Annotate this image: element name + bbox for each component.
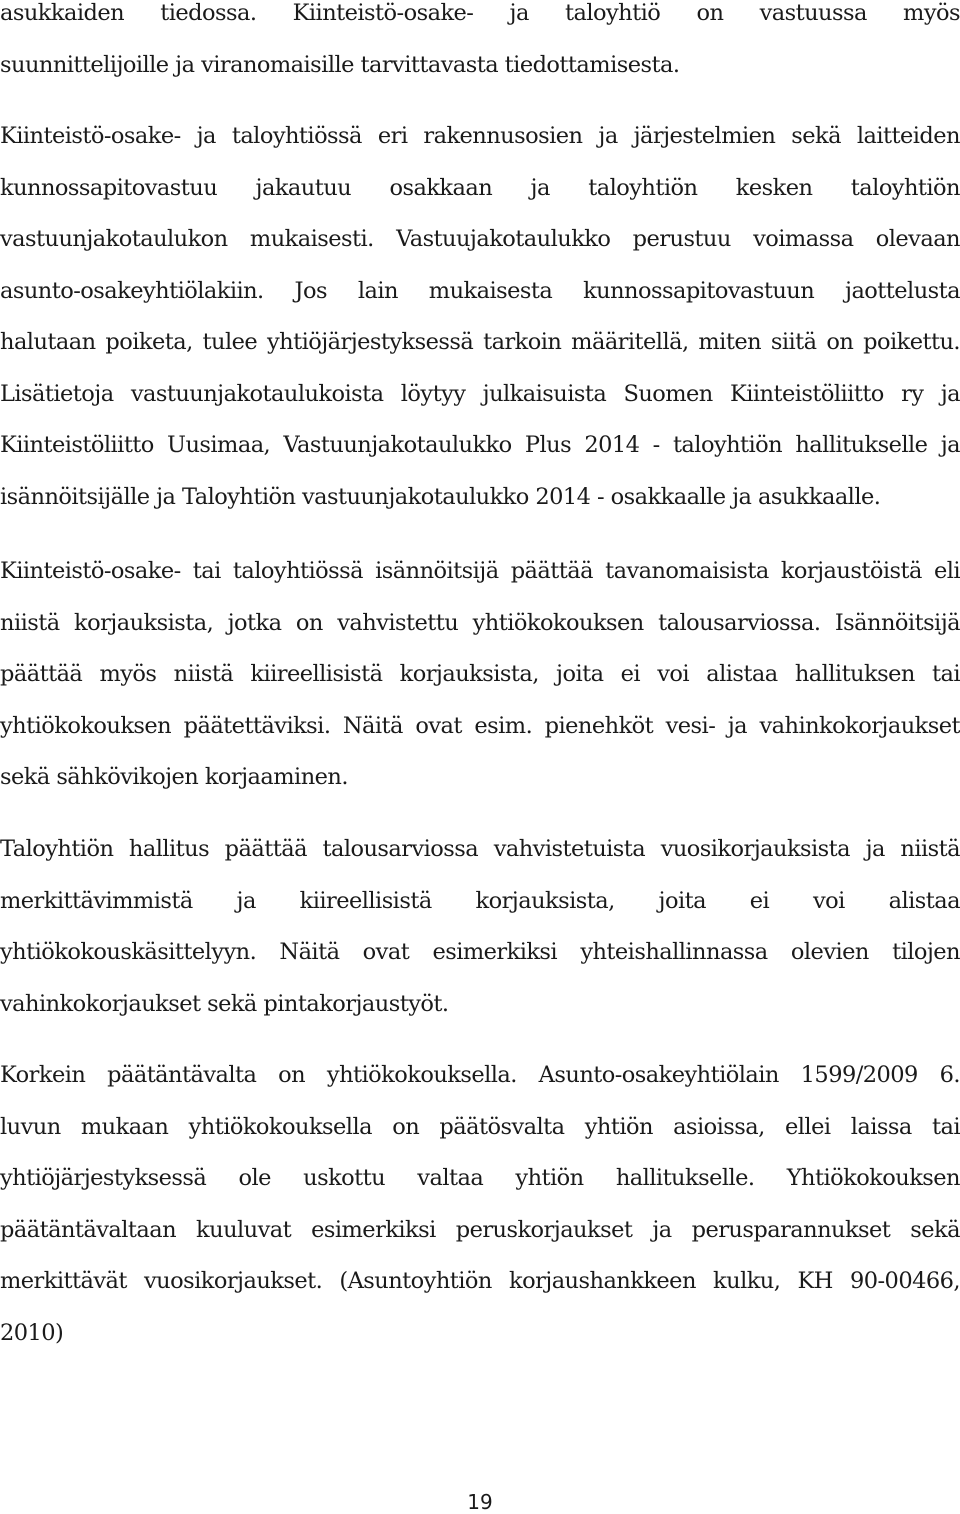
text-line: 2010) [0,1319,64,1346]
text-line: Kiinteistö-osake- ja taloyhtiössä eri rakennusosien ja järjestelmien sekä laitteiden [0,123,960,149]
text-line: päättää myös niistä kiireellisistä korjauksista, joita ei voi alistaa hallituksen tai [0,661,960,687]
text-line: Korkein päätäntävalta on yhtiökokouksella. Asunto-osakeyhtiölain 1599/2009 6. [0,1062,960,1088]
paragraph-1 [0,0,960,91]
text-line: suunnittelijoille ja viranomaisille tarvittavasta tiedottamisesta. [0,51,680,78]
paragraph-3 [0,546,960,804]
text-line: isännöitsijälle ja Taloyhtiön vastuunjakotaulukko 2014 - osakkaalle ja asukkaalle. [0,483,881,510]
text-line: Taloyhtiön hallitus päättää talousarviossa vahvistetuista vuosikorjauksista ja niistä [0,836,960,862]
text-line: kunnossapitovastuu jakautuu osakkaan ja taloyhtiön kesken taloyhtiön [0,174,960,201]
text-line: luvun mukaan yhtiökokouksella on päätösvalta yhtiön asioissa, ellei laissa tai [0,1113,960,1140]
text-line: vastuunjakotaulukon mukaisesti. Vastuujakotaulukko perustuu voimassa olevaan [0,226,960,252]
text-line: yhtiökokouskäsittelyyn. Näitä ovat esimerkiksi yhteishallinnassa olevien tilojen [0,939,960,965]
text-line: halutaan poiketa, tulee yhtiöjärjestyksessä tarkoin määritellä, miten siitä on poikettu. [0,329,960,355]
text-line: Lisätietoja vastuunjakotaulukoista löytyy julkaisuista Suomen Kiinteistöliitto ry ja [0,380,960,407]
text-line: päätäntävaltaan kuuluvat esimerkiksi peruskorjaukset ja perusparannukset sekä [0,1216,960,1243]
text-line: Kiinteistöliitto Uusimaa, Vastuunjakotaulukko Plus 2014 - taloyhtiön hallitukselle ja [0,432,960,458]
text-line: merkittävät vuosikorjaukset. (Asuntoyhtiön korjaushankkeen kulku, KH 90-00466, [0,1268,960,1294]
text-line: niistä korjauksista, jotka on vahvistettu yhtiökokouksen talousarviossa. Isännöitsijä [0,609,960,636]
text-line: yhtiökokouksen päätettäviksi. Näitä ovat esim. pienehköt vesi- ja vahinkokorjaukset [0,712,960,739]
page-number: 19 [467,1490,493,1514]
paragraph-2 [0,111,960,523]
paragraph-4 [0,824,960,1030]
text-line: asukkaiden tiedossa. Kiinteistö-osake- ja taloyhtiö on vastuussa myös [0,0,960,26]
paragraph-5 [0,1050,960,1359]
text-line: sekä sähkövikojen korjaaminen. [0,764,348,790]
text-line: Kiinteistö-osake- tai taloyhtiössä isännöitsijä päättää tavanomaisista korjaustöistä eli [0,558,960,584]
text-line: yhtiöjärjestyksessä ole uskottu valtaa yhtiön hallitukselle. Yhtiökokouksen [0,1165,960,1191]
text-line: asunto-osakeyhtiölakiin. Jos lain mukaisesta kunnossapitovastuun jaottelusta [0,277,960,304]
text-line: vahinkokorjaukset sekä pintakorjaustyöt. [0,990,449,1017]
text-line: merkittävimmistä ja kiireellisistä korjauksista, joita ei voi alistaa [0,887,960,914]
